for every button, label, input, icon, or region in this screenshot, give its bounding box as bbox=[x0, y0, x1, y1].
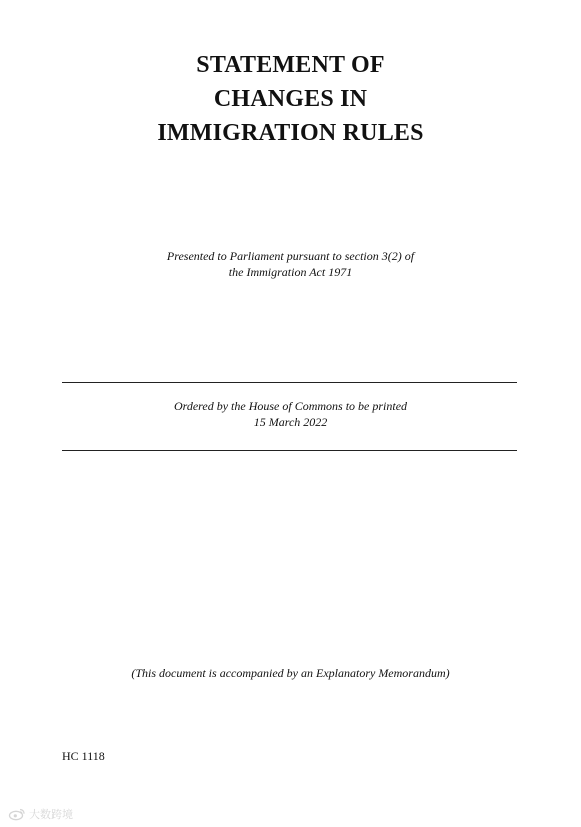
watermark-text: 大数跨境 bbox=[29, 808, 73, 821]
ordered-date: 15 March 2022 bbox=[253, 415, 328, 429]
presented-line-1: Presented to Parliament pursuant to section 3(2) of bbox=[166, 249, 415, 263]
ordered-line-1: Ordered by the House of Commons to be printed bbox=[173, 399, 408, 413]
presented-statement bbox=[0, 248, 581, 280]
presented-line-2: the Immigration Act 1971 bbox=[228, 265, 353, 279]
title-line-1: STATEMENT OF bbox=[196, 52, 385, 78]
bottom-divider bbox=[62, 450, 517, 451]
document-title bbox=[0, 48, 581, 150]
accompanying-note: (This document is accompanied by an Explanatory Memorandum) bbox=[131, 666, 450, 680]
watermark bbox=[8, 806, 73, 822]
title-line-2: CHANGES IN bbox=[213, 86, 368, 112]
paper-number: HC 1118 bbox=[62, 749, 105, 763]
weibo-icon bbox=[8, 807, 26, 821]
top-divider bbox=[62, 382, 517, 383]
title-line-3: IMMIGRATION RULES bbox=[157, 120, 424, 146]
ordered-statement bbox=[0, 398, 581, 430]
